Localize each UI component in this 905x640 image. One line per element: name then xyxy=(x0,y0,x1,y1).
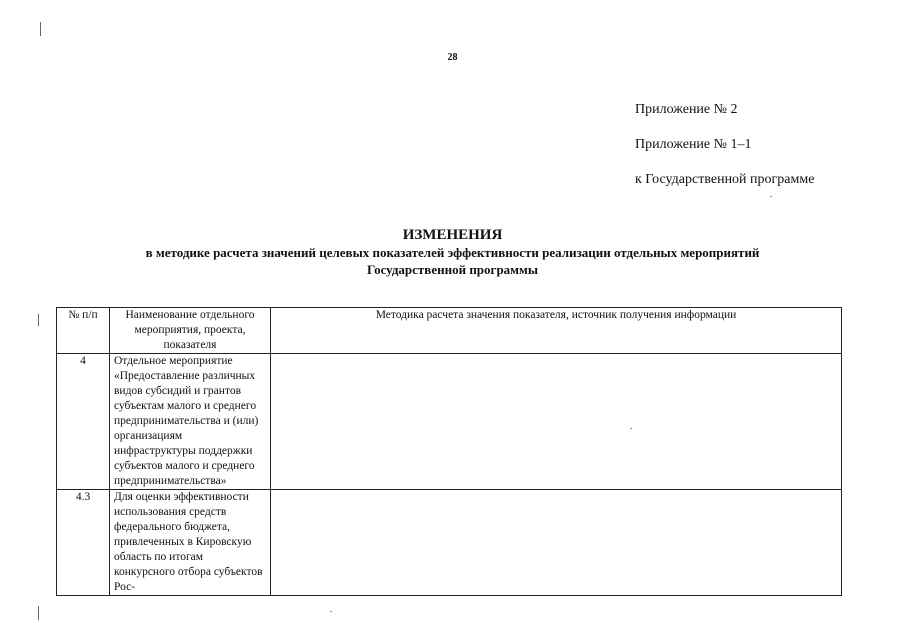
row-name: Отдельное мероприятие «Предоставление различных видов субсидий и грантов субъектам малого и среднего предпринимательства и (или) организациям инфраструктуры поддержки субъектов малого и среднего предпринимательства» xyxy=(110,354,271,490)
table-row xyxy=(57,490,842,596)
header-method: Методика расчета значения показателя, источник получения информации xyxy=(271,308,842,354)
row-number: 4.3 xyxy=(57,490,110,596)
scan-margin-mark xyxy=(38,606,39,620)
appendix-line-3: к Государственной программе xyxy=(635,172,815,187)
scan-margin-mark xyxy=(38,314,39,326)
scan-speck xyxy=(330,611,332,612)
scan-margin-mark xyxy=(40,22,41,36)
header-name: Наименование отдельного мероприятия, проекта, показателя xyxy=(110,308,271,354)
document-heading xyxy=(0,226,905,278)
appendix-line-2: Приложение № 1–1 xyxy=(635,137,752,152)
header-number: № п/п xyxy=(57,308,110,354)
heading-title: ИЗМЕНЕНИЯ xyxy=(402,227,503,243)
row-name: Для оценки эффективности использования средств федерального бюджета, привлеченных в Кировскую область по итогам конкурсного отбора субъектов Рос- xyxy=(110,490,271,596)
row-method xyxy=(271,354,842,490)
table-row xyxy=(57,354,842,490)
methodology-table xyxy=(56,307,842,596)
row-method xyxy=(271,490,842,596)
appendix-line-1: Приложение № 2 xyxy=(635,102,738,117)
table-header-row xyxy=(57,308,842,354)
page-number: 28 xyxy=(447,52,458,63)
scan-speck xyxy=(770,196,772,197)
heading-subtitle-line-2: Государственной программы xyxy=(366,262,539,277)
heading-subtitle-line-1: в методике расчета значений целевых показателей эффективности реализации отдельных мероприятий xyxy=(145,245,760,260)
scan-speck xyxy=(630,428,632,429)
row-number: 4 xyxy=(57,354,110,490)
